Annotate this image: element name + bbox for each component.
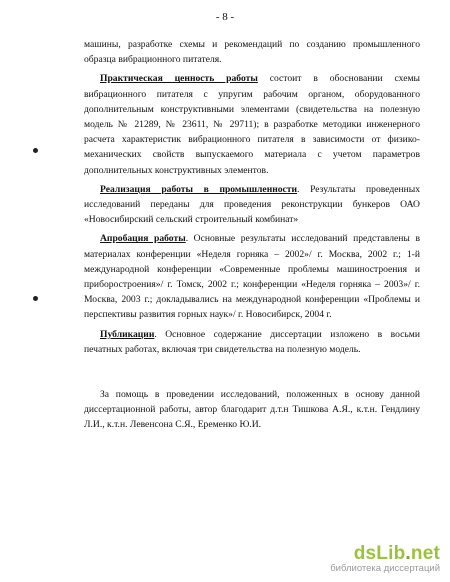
bullet-marker <box>33 296 38 301</box>
page-number: - 8 - <box>215 11 235 23</box>
watermark-caption: библиотека диссертаций <box>330 563 440 574</box>
practical-value-text: состоит в обосновании схемы вибрационного питателя с упругим рабочим органом, оборудованного дополнительным конструктивными элементами (свидетельства на полезную модель № 21289, № 23611, № 29711); в разработке методики инженерного расчета характеристик вибрационного питателя в зависимости от физико-механических свойств выпускаемого материала с учетом параметров дополнительных конструктивных элементов. <box>84 73 420 176</box>
publications-heading: Публикации <box>100 328 155 340</box>
publications-text: . Основное содержание диссертации изложено в восьми печатных работах, включая три свидетельства на полезную модель. <box>84 328 420 355</box>
implementation-heading: Реализация работы в промышленности <box>100 183 298 195</box>
practical-value-heading: Практическая ценность работы <box>100 73 258 85</box>
document-body <box>84 37 420 433</box>
paragraph-acknowledgement: За помощь в проведении исследований, положенных в основу данной диссертационной работы, автор благодарит д.т.н Тишкова А.Я., к.т.н. Гендлину Л.И., к.т.н. Левенсона С.Я., Еременко Ю.И. <box>84 389 420 431</box>
approbation-heading: Апробация работы <box>100 233 186 245</box>
watermark <box>330 543 440 574</box>
bullet-marker <box>33 148 38 153</box>
implementation-text: . Результаты проведенных исследований переданы для проведения реконструкции бункеров ОАО «Новосибирский сельский строительный комбинат» <box>84 183 421 226</box>
paragraph-practical-value <box>84 71 420 177</box>
paragraph-publications <box>84 327 420 357</box>
paragraph-continuation: машины, разработке схемы и рекомендаций по созданию промышленного образца вибрационного питателя. <box>84 39 420 66</box>
watermark-logo: dsLib.net <box>353 543 440 564</box>
paragraph-implementation <box>84 182 420 228</box>
approbation-text: . Основные результаты исследований представлены в материалах конференции «Неделя горняка – 2002»/ г. Москва, 2002 г.; 1-й международной конференции «Современные проблемы машиностроения и приборостроения»/ г. Томск, 2002 г.; конференции «Неделя горняка – 2003»/ г. Москва, 2003 г.; докладывались на международной конференции «Проблемы и перспективы развития горных наук»/ г. Новосибирск, 2004 г. <box>84 233 420 321</box>
paragraph-approbation <box>84 231 420 322</box>
